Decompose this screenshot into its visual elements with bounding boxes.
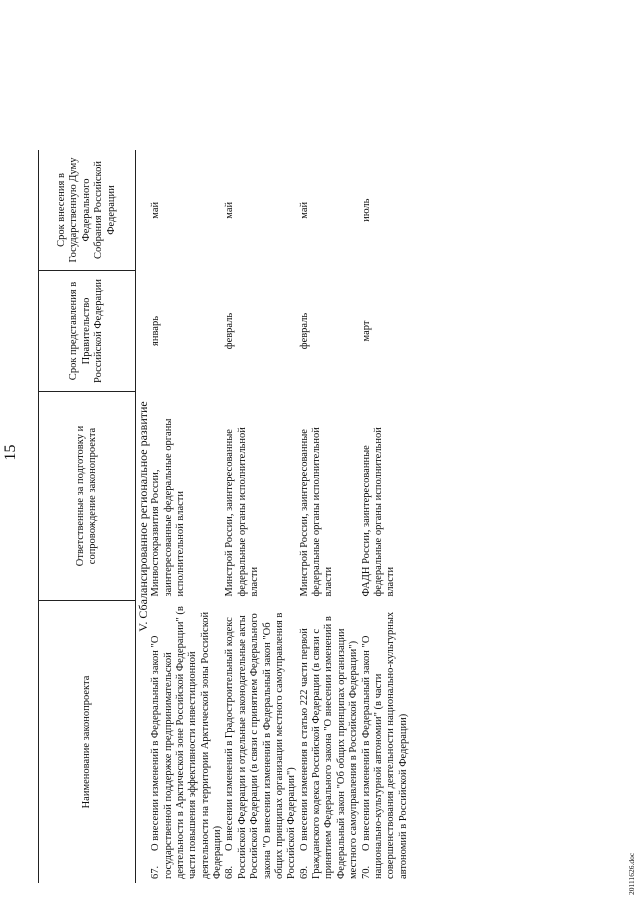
bill-title: О внесении изменения в статью 222 части первой Гражданского кодекса Российской Федерации (в связи с принятием Федерального закона "О внесении изменений в Федеральный закон "Об общих принципах организации местного самоуправления в Российской Федерации") xyxy=(298,616,360,879)
bill-title: О внесении изменений в Градостроительный кодекс Российской Федерации и отдельные законодательные акты Российской Федерации (в связи с принятием Федерального закона "О внесении изменений в Федеральный закон "Об общих принципах организации местного самоуправления в Российской Федерации") xyxy=(224,612,298,879)
row-number: 70. xyxy=(360,865,372,879)
table-header-row xyxy=(39,150,136,883)
duma-deadline-cell: май xyxy=(150,201,162,219)
file-label: 20111626.doc xyxy=(627,852,636,895)
government-deadline-cell: февраль xyxy=(298,312,310,350)
government-deadline-cell: февраль xyxy=(224,312,236,350)
bill-name-cell xyxy=(224,601,298,884)
responsible-cell: Минстрой России, заинтересованные федеральные органы исполнительной власти xyxy=(298,427,335,597)
responsible-cell: Минвостокразвития России, заинтересованные федеральные органы исполнительной власти xyxy=(150,418,186,597)
header-government-deadline: Срок представления в Правительство Российской Федерации xyxy=(39,271,136,392)
row-number: 69. xyxy=(298,865,310,879)
row-number: 67. xyxy=(150,865,162,879)
bill-name-cell xyxy=(361,601,411,884)
section-row xyxy=(136,150,151,883)
table-row xyxy=(150,150,224,883)
page-number: 15 xyxy=(2,444,19,461)
row-number: 68. xyxy=(224,865,236,879)
bill-name-cell xyxy=(299,601,361,884)
table-row xyxy=(299,150,361,883)
government-deadline-cell: март xyxy=(360,320,372,342)
government-deadline-cell: январь xyxy=(150,316,162,346)
responsible-cell: ФАДН России, заинтересованные федеральные органы исполнительной власти xyxy=(360,427,397,597)
duma-deadline-cell: май xyxy=(298,201,310,219)
responsible-cell: Минстрой России, заинтересованные федеральные органы исполнительной власти xyxy=(224,427,261,597)
table-row xyxy=(361,150,411,883)
header-bill-name: Наименование законопроекта xyxy=(39,601,136,884)
section-title: V. Сбалансированное региональное развитие xyxy=(136,401,150,632)
header-responsible: Ответственные за подготовку и сопровождение законопроекта xyxy=(39,392,136,601)
bills-table xyxy=(38,150,410,883)
duma-deadline-cell: июль xyxy=(360,198,372,222)
duma-deadline-cell: май xyxy=(224,201,236,219)
table-row xyxy=(224,150,298,883)
bill-title: О внесении изменений в Федеральный закон "О национально-культурной автономии" (в части совершенствования деятельности национально-культурных автономий в Российской Федерации) xyxy=(360,611,409,879)
bill-name-cell xyxy=(150,601,224,884)
header-duma-deadline: Срок внесения в Государственную Думу Федерального Собрания Российской Федерации xyxy=(39,150,136,271)
bill-title: О внесении изменений в Федеральный закон "О государственной поддержке предпринимательской деятельности в Арктической зоне Российской Федерации" (в части повышения эффективности инвестиционной деятельности на территории Арктической зоны Российской Федерации) xyxy=(150,606,224,879)
